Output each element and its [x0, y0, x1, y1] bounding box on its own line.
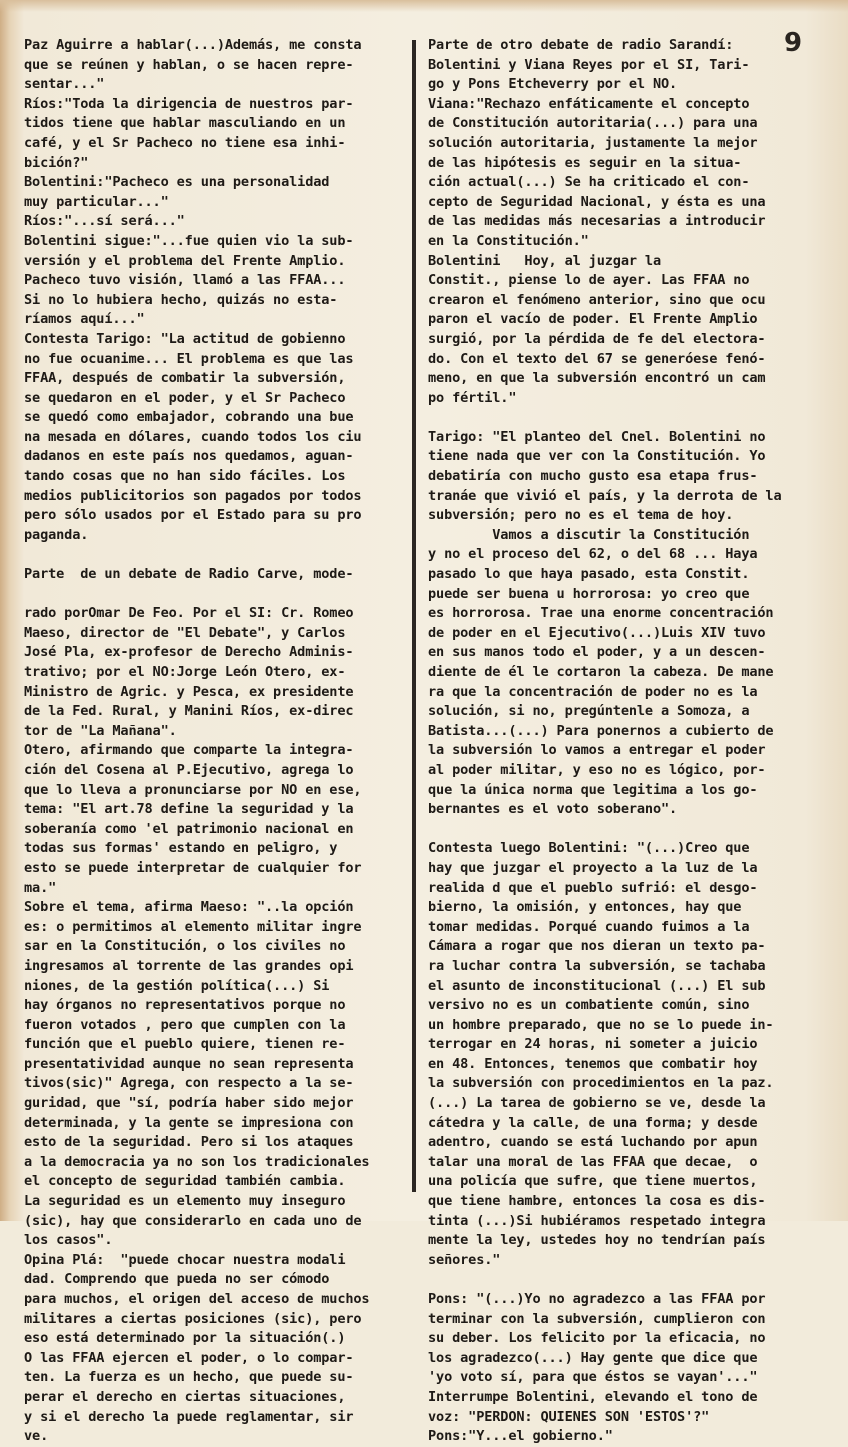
text-line: subversión; pero no es el tema de hoy.	[428, 507, 734, 524]
text-line: Opina Plá: "puede chocar nuestra modali	[24, 1251, 346, 1268]
text-line: Contesta luego Bolentini: "(...)Creo que	[428, 840, 750, 857]
text-line: ción actual(...) Se ha criticado el con-	[428, 174, 750, 191]
text-line: función que el pueblo quiere, tienen re-	[24, 1036, 346, 1053]
text-line: Contesta Tarigo: "La actitud de gobienno	[24, 330, 346, 347]
text-line: rado porOmar De Feo. Por el SI: Cr. Romeo	[24, 605, 354, 622]
text-line: tomar medidas. Porqué cuando fuimos a la	[428, 918, 750, 935]
text-line: sentar..."	[24, 76, 105, 93]
text-line: que lo lleva a pronunciarse por NO en ese,	[24, 781, 362, 798]
text-line: que se reúnen y hablan, o se hacen repre-	[24, 56, 354, 73]
text-line: Bolentini sigue:"...fue quien vio la sub-	[24, 232, 354, 249]
text-line: su deber. Los felicito por la eficacia, no	[428, 1330, 766, 1347]
text-line: presentatividad aunque no sean representa	[24, 1055, 354, 1072]
text-line: en la Constitución."	[428, 232, 589, 249]
text-line: realida d que el pueblo sufrió: el desgo-	[428, 879, 758, 896]
text-line	[428, 820, 808, 840]
text-line: ra luchar contra la subversión, se tachaba	[428, 957, 766, 974]
text-line: ción del Cosena al P.Ejecutivo, agrega lo	[24, 761, 354, 778]
column-divider	[412, 40, 416, 1192]
text-line: Paz Aguirre a hablar(...)Además, me consta	[24, 37, 362, 53]
text-line: José Pla, ex-profesor de Derecho Adminis-	[24, 644, 354, 661]
text-line: versión y el problema del Frente Amplio.	[24, 252, 346, 269]
text-line: hay que juzgar el proyecto a la luz de la	[428, 859, 758, 876]
text-line: soberanía como 'el patrimonio nacional en	[24, 820, 354, 837]
text-line: Vamos a discutir la Constitución	[428, 526, 750, 543]
text-line: determinada, y la gente se impresiona con	[24, 1114, 354, 1131]
text-line: Ministro de Agric. y Pesca, ex presidente	[24, 683, 354, 700]
text-line: Ríos:"Toda la dirigencia de nuestros par-	[24, 95, 354, 112]
text-line: (sic), hay que considerarlo en cada uno de	[24, 1212, 362, 1229]
text-line: perar el derecho en ciertas situaciones,	[24, 1388, 346, 1405]
text-line: Pons: "(...)Yo no agradezco a las FFAA por	[428, 1291, 766, 1307]
text-line: de las medidas más necesarias a introducir	[428, 213, 766, 230]
text-line: Ríos:"...sí será..."	[24, 213, 185, 230]
text-line: voz: "PERDON: QUIENES SON 'ESTOS'?"	[428, 1408, 710, 1425]
text-line: Si no lo hubiera hecho, quizás no esta-	[24, 291, 338, 308]
text-line: ríamos aquí..."	[24, 311, 145, 328]
text-line: tema: "El art.78 define la seguridad y la	[24, 801, 354, 818]
text-line: de poder en el Ejecutivo(...)Luis XIV tuvo	[428, 624, 766, 641]
text-line: (...) La tarea de gobierno se ve, desde la	[428, 1095, 766, 1112]
text-line: ten. La fuerza es un hecho, que puede su-	[24, 1369, 354, 1386]
text-line: hay órganos no representativos porque no	[24, 997, 346, 1014]
text-line: solución autoritaria, justamente la mejor	[428, 134, 758, 151]
text-line: ma."	[24, 879, 57, 896]
text-line: eso está determinado por la situación(.)	[24, 1330, 346, 1347]
text-line: tidos tiene que hablar masculiando en un	[24, 115, 346, 132]
text-line	[24, 585, 408, 605]
text-line: guridad, que "sí, podría haber sido mejor	[24, 1095, 354, 1112]
text-line: muy particular..."	[24, 193, 169, 210]
text-line: medios publicitorios son pagados por todos	[24, 487, 362, 504]
text-line: que tiene hambre, entonces la cosa es dis-	[428, 1193, 766, 1210]
text-line: no fue ocuanime... El problema es que las	[24, 350, 354, 367]
text-line: po fértil."	[428, 389, 517, 406]
text-line: Cámara a rogar que nos dieran un texto pa-	[428, 938, 766, 955]
text-line: esto de la seguridad. Pero si los ataques	[24, 1134, 354, 1151]
text-line: tando cosas que no han sido fáciles. Los	[24, 468, 346, 485]
text-line: es horrorosa. Trae una enorme concentración	[428, 605, 774, 622]
text-line: el concepto de seguridad también cambia.	[24, 1173, 346, 1190]
text-line: Pacheco tuvo visión, llamó a las FFAA...	[24, 272, 346, 289]
text-line: Interrumpe Bolentini, elevando el tono de	[428, 1388, 758, 1405]
text-line: tinta (...)Si hubiéramos respetado integra	[428, 1212, 766, 1229]
page-number: 9	[784, 28, 803, 58]
text-line: al poder militar, y eso no es lógico, por-	[428, 761, 766, 778]
text-line: Pons:"Y...el gobierno."	[428, 1428, 613, 1445]
text-line: talar una moral de las FFAA que decae, o	[428, 1153, 758, 1170]
text-line: cepto de Seguridad Nacional, y ésta es una	[428, 193, 766, 210]
text-line: pero sólo usados por el Estado para su pro	[24, 507, 362, 524]
text-line: cátedra y la calle, de una forma; y desde	[428, 1114, 758, 1131]
text-line: na mesada en dólares, cuando todos los ciu	[24, 428, 362, 445]
text-line: ve.	[24, 1428, 49, 1445]
text-line	[428, 1270, 808, 1290]
left-column	[24, 36, 408, 1447]
text-line: versivo no es un combatiente común, sino	[428, 997, 750, 1014]
text-line: Bolentini y Viana Reyes por el SI, Tari-	[428, 56, 750, 73]
text-line: los agradezco(...) Hay gente que dice que	[428, 1349, 758, 1366]
text-line: y no el proceso del 62, o del 68 ... Haya	[428, 546, 758, 563]
text-line: que la única norma que legitima a los go-	[428, 781, 758, 798]
text-line: bernantes es el voto soberano".	[428, 801, 678, 818]
text-line: pasado lo que haya pasado, esta Constit.	[428, 566, 750, 583]
text-line: debatiría con mucho gusto esa etapa frus-	[428, 468, 758, 485]
text-line: tor de "La Mañana".	[24, 722, 177, 739]
text-line: y si el derecho la puede reglamentar, sir	[24, 1408, 354, 1425]
text-line: a la democracia ya no son los tradicionales	[24, 1153, 370, 1170]
text-line: trativo; por el NO:Jorge León Otero, ex-	[24, 664, 346, 680]
text-line: Batista...(...) Para ponernos a cubierto de	[428, 722, 774, 739]
text-line: surgió, por la pérdida de fe del electora-	[428, 330, 766, 347]
text-line: el asunto de inconstitucional (...) El sub	[428, 977, 766, 994]
text-line: de las hipótesis es seguir en la situa-	[428, 154, 742, 171]
text-line: los casos".	[24, 1232, 113, 1249]
text-line	[428, 408, 808, 428]
text-line: La seguridad es un elemento muy inseguro	[24, 1193, 346, 1210]
text-line: en 48. Entonces, tenemos que combatir hoy	[428, 1055, 758, 1072]
text-line: adentro, cuando se está luchando por apun	[428, 1134, 758, 1151]
text-line: Tarigo: "El planteo del Cnel. Bolentini no	[428, 428, 766, 445]
text-line: diente de él le cortaron la cabeza. De mane	[428, 664, 774, 680]
text-line: la subversión con procedimientos en la paz.	[428, 1075, 774, 1092]
text-line: meno, en que la subversión encontró un cam	[428, 370, 766, 387]
text-line: en sus manos todo el poder, y a un descen-	[428, 644, 766, 661]
text-line: 'yo voto sí, para que éstos se vayan'..."	[428, 1369, 758, 1386]
text-line: es: o permitimos al elemento militar ingre	[24, 918, 362, 935]
text-line: militares a ciertas posiciones (sic), pero	[24, 1310, 362, 1327]
text-line: café, y el Sr Pacheco no tiene esa inhi-	[24, 134, 346, 151]
text-line: para muchos, el origen del acceso de muchos	[24, 1291, 370, 1307]
text-line: paron el vacío de poder. El Frente Amplio	[428, 311, 758, 328]
text-line: go y Pons Etcheverry por el NO.	[428, 76, 678, 93]
text-line: paganda.	[24, 526, 89, 543]
right-column	[428, 36, 808, 1447]
text-line: se quedó como embajador, cobrando una bue	[24, 409, 354, 426]
text-line: solución, si no, pregúntenle a Somoza, a	[428, 703, 750, 720]
text-line: terrogar en 24 horas, ni someter a juicio	[428, 1036, 758, 1053]
text-line: de la Fed. Rural, y Manini Ríos, ex-direc	[24, 703, 354, 720]
text-line: Constit., piense lo de ayer. Las FFAA no	[428, 272, 750, 289]
text-line: se quedaron en el poder, y el Sr Pacheco	[24, 389, 346, 406]
text-line: puede ser buena u horrorosa: yo creo que	[428, 585, 750, 602]
text-line: tivos(sic)" Agrega, con respecto a la se-	[24, 1075, 354, 1092]
text-line: do. Con el texto del 67 se generóese fenó-	[428, 350, 766, 367]
text-line: dad. Comprendo que pueda no ser cómodo	[24, 1271, 330, 1288]
text-line: bierno, la omisión, y entonces, hay que	[428, 899, 742, 916]
text-line: tiene nada que ver con la Constitución. Yo	[428, 448, 766, 465]
text-line: Viana:"Rechazo enfáticamente el concepto	[428, 95, 750, 112]
text-line: Otero, afirmando que comparte la integra-	[24, 742, 354, 759]
text-line: dadanos en este país nos quedamos, aguan-	[24, 448, 354, 465]
text-line: Parte de otro debate de radio Sarandí:	[428, 37, 734, 53]
text-line: señores."	[428, 1251, 501, 1268]
text-line: esto se puede interpretar de cualquier for	[24, 859, 362, 876]
text-line: fueron votados , pero que cumplen con la	[24, 1016, 346, 1033]
text-line: ra que la concentración de poder no es la	[428, 683, 758, 700]
text-line: tranáe que vivió el país, y la derrota de la	[428, 487, 782, 504]
text-line: ingresamos al torrente de las grandes opi	[24, 957, 354, 974]
text-line: bición?"	[24, 154, 89, 171]
text-line: la subversión lo vamos a entregar el poder	[428, 742, 766, 759]
text-line: sar en la Constitución, o los civiles no	[24, 938, 346, 955]
text-line: FFAA, después de combatir la subversión,	[24, 370, 346, 387]
text-line: Bolentini Hoy, al juzgar la	[428, 252, 661, 269]
text-line: terminar con la subversión, cumplieron con	[428, 1310, 766, 1327]
text-line: Bolentini:"Pacheco es una personalidad	[24, 174, 330, 191]
text-line: una policía que sufre, que tiene muertos,	[428, 1173, 758, 1190]
text-line: todas sus formas' estando en peligro, y	[24, 840, 338, 857]
text-line: niones, de la gestión política(...) Si	[24, 977, 330, 994]
text-line: de Constitución autoritaria(...) para una	[428, 115, 758, 132]
text-line: O las FFAA ejercen el poder, o lo compar-	[24, 1349, 354, 1366]
text-line: Maeso, director de "El Debate", y Carlos	[24, 624, 346, 641]
text-line	[24, 545, 408, 565]
text-line: un hombre preparado, que no se lo puede in-	[428, 1016, 774, 1033]
text-line: Parte de un debate de Radio Carve, mode-	[24, 566, 354, 583]
text-line: Sobre el tema, afirma Maeso: "..la opción	[24, 899, 354, 916]
text-line: crearon el fenómeno anterior, sino que ocu	[428, 291, 766, 308]
text-line: mente la ley, ustedes hoy no tendrían país	[428, 1232, 766, 1249]
